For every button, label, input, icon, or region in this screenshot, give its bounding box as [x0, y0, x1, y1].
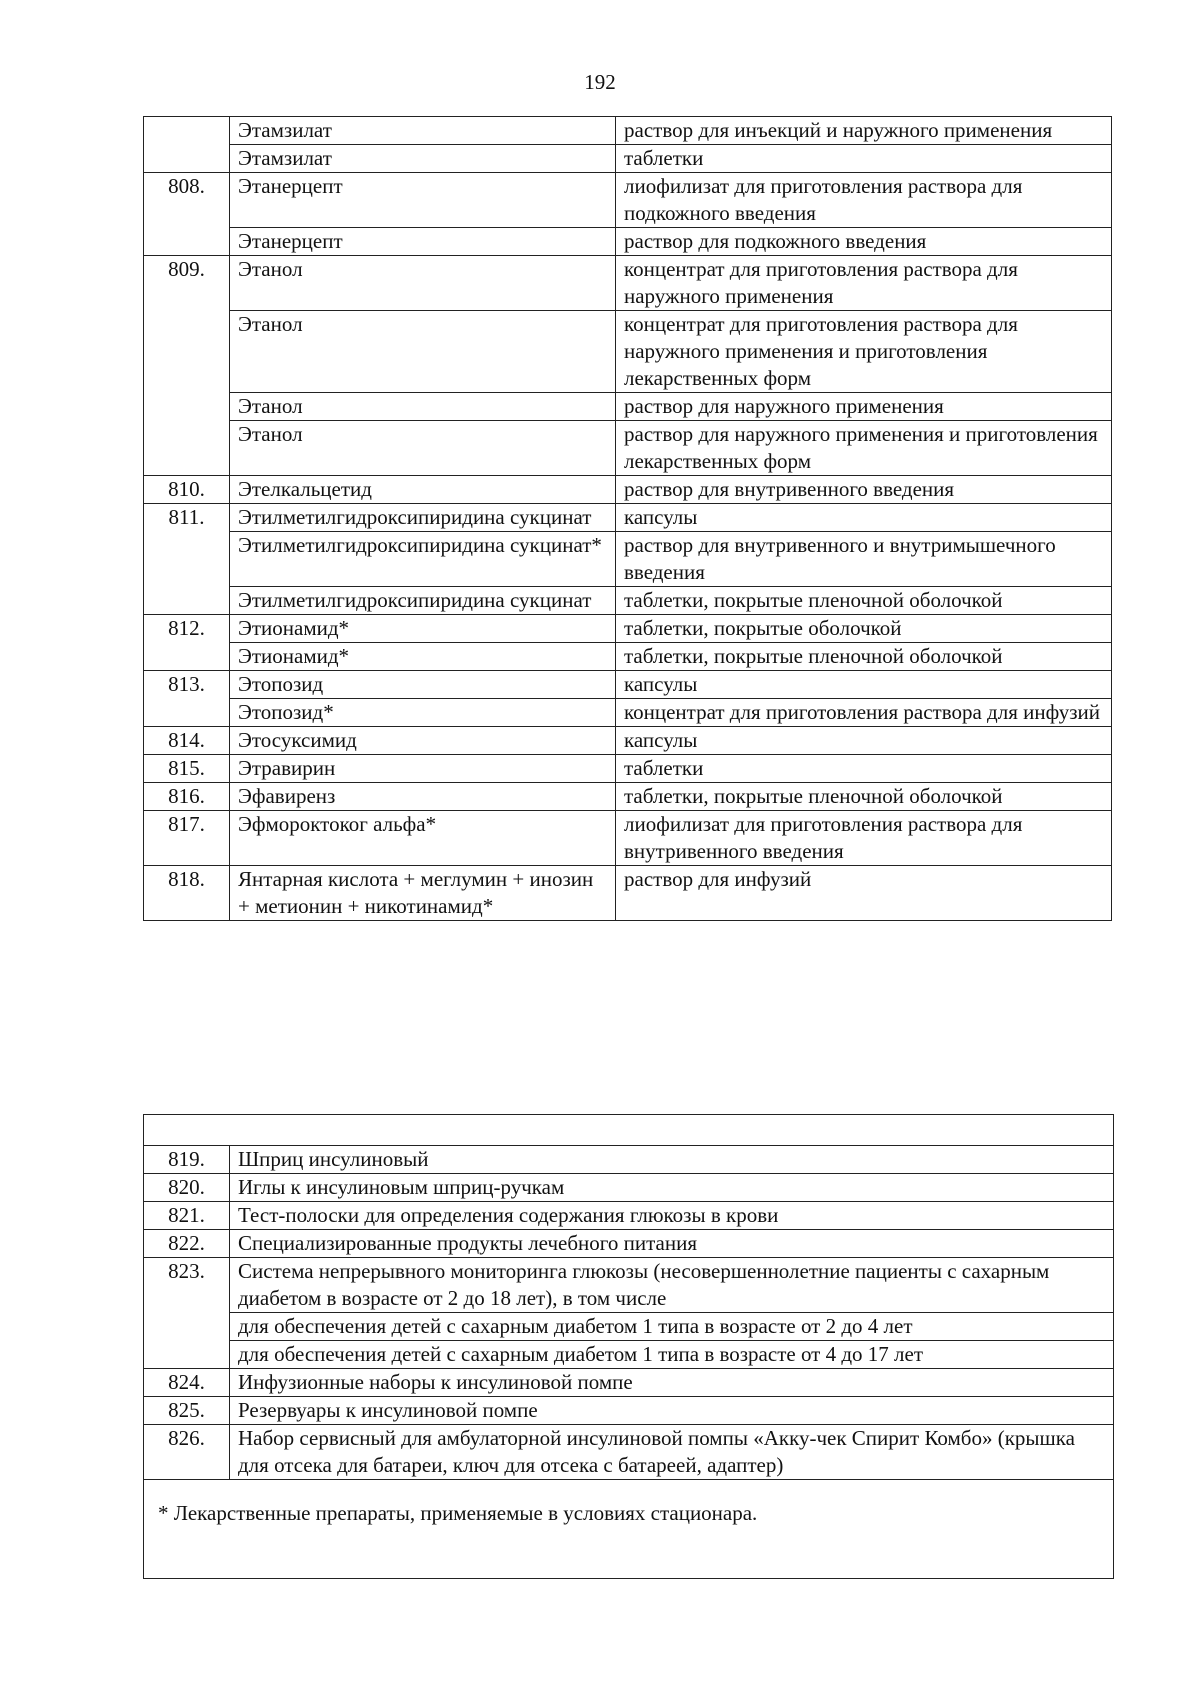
drug-row	[144, 173, 1112, 228]
device-row	[144, 1397, 1114, 1425]
device-row	[144, 1425, 1114, 1480]
footnote: * Лекарственные препараты, применяемые в условиях стационара.	[144, 1480, 1114, 1579]
dosage-form: концентрат для приготовления раствора для наружного применения и приготовления лекарственных форм	[616, 311, 1112, 393]
drug-row-number: 818.	[144, 866, 230, 921]
device-row-number: 820.	[144, 1174, 230, 1202]
drug-name: Эфавиренз	[230, 783, 616, 811]
device-row-number: 819.	[144, 1146, 230, 1174]
blank-separator-cell	[144, 1115, 1114, 1146]
drug-name: Этопозид	[230, 671, 616, 699]
dosage-form: раствор для инъекций и наружного применения	[616, 117, 1112, 145]
device-row-number: 822.	[144, 1230, 230, 1258]
dosage-form: раствор для инфузий	[616, 866, 1112, 921]
device-row	[144, 1230, 1114, 1258]
drug-row	[144, 783, 1112, 811]
drug-name: Этамзилат	[230, 145, 616, 173]
drug-name: Этанерцепт	[230, 228, 616, 256]
drug-row-number: 811.	[144, 504, 230, 615]
drug-row-number	[144, 117, 230, 173]
dosage-form: капсулы	[616, 727, 1112, 755]
blank-separator-row	[144, 1115, 1114, 1146]
dosage-form: концентрат для приготовления раствора для наружного применения	[616, 256, 1112, 311]
device-name: Тест-полоски для определения содержания глюкозы в крови	[230, 1202, 1114, 1230]
device-row	[144, 1146, 1114, 1174]
drug-row	[144, 504, 1112, 532]
drug-name: Этилметилгидроксипиридина сукцинат	[230, 587, 616, 615]
dosage-form: капсулы	[616, 671, 1112, 699]
drug-name: Этилметилгидроксипиридина сукцинат	[230, 504, 616, 532]
drug-row-number: 813.	[144, 671, 230, 727]
footnote-row	[144, 1480, 1114, 1579]
drug-name: Эфмороктоког альфа*	[230, 811, 616, 866]
drug-row	[144, 615, 1112, 643]
drug-name: Этопозид*	[230, 699, 616, 727]
device-name: для обеспечения детей с сахарным диабетом 1 типа в возрасте от 4 до 17 лет	[230, 1341, 1114, 1369]
drug-name: Янтарная кислота + меглумин + инозин + метионин + никотинамид*	[230, 866, 616, 921]
dosage-form: раствор для подкожного введения	[616, 228, 1112, 256]
device-name: Специализированные продукты лечебного питания	[230, 1230, 1114, 1258]
drug-row	[144, 727, 1112, 755]
drug-name: Этанол	[230, 256, 616, 311]
drug-table	[143, 116, 1112, 921]
device-table-body	[144, 1115, 1114, 1579]
page-number: 192	[584, 70, 616, 94]
dosage-form: таблетки, покрытые пленочной оболочкой	[616, 783, 1112, 811]
drug-row-number: 808.	[144, 173, 230, 256]
dosage-form: капсулы	[616, 504, 1112, 532]
drug-name: Этамзилат	[230, 117, 616, 145]
dosage-form: таблетки, покрытые пленочной оболочкой	[616, 587, 1112, 615]
dosage-form: концентрат для приготовления раствора для инфузий	[616, 699, 1112, 727]
drug-name: Этосуксимид	[230, 727, 616, 755]
device-name: Резервуары к инсулиновой помпе	[230, 1397, 1114, 1425]
drug-row	[144, 228, 1112, 256]
drug-row	[144, 145, 1112, 173]
drug-name: Этанол	[230, 393, 616, 421]
drug-name: Этионамид*	[230, 643, 616, 671]
dosage-form: таблетки	[616, 145, 1112, 173]
device-name: Инфузионные наборы к инсулиновой помпе	[230, 1369, 1114, 1397]
device-name: Система непрерывного мониторинга глюкозы (несовершеннолетние пациенты с сахарным диабетом в возрасте от 2 до 18 лет), в том числе	[230, 1258, 1114, 1313]
drug-name: Этилметилгидроксипиридина сукцинат*	[230, 532, 616, 587]
drug-row	[144, 117, 1112, 145]
drug-row	[144, 476, 1112, 504]
drug-row	[144, 311, 1112, 393]
drug-row-number: 816.	[144, 783, 230, 811]
drug-name: Этелкальцетид	[230, 476, 616, 504]
drug-row	[144, 699, 1112, 727]
device-row-number: 824.	[144, 1369, 230, 1397]
drug-row	[144, 671, 1112, 699]
dosage-form: лиофилизат для приготовления раствора для подкожного введения	[616, 173, 1112, 228]
drug-row	[144, 532, 1112, 587]
drug-row	[144, 256, 1112, 311]
drug-row	[144, 393, 1112, 421]
device-name: Иглы к инсулиновым шприц-ручкам	[230, 1174, 1114, 1202]
dosage-form: лиофилизат для приготовления раствора для внутривенного введения	[616, 811, 1112, 866]
drug-row-number: 815.	[144, 755, 230, 783]
device-row-number: 825.	[144, 1397, 230, 1425]
drug-row	[144, 811, 1112, 866]
device-row	[144, 1341, 1114, 1369]
drug-row	[144, 421, 1112, 476]
drug-name: Этанол	[230, 311, 616, 393]
drug-row-number: 814.	[144, 727, 230, 755]
drug-table-body	[144, 117, 1112, 921]
drug-row-number: 810.	[144, 476, 230, 504]
device-row	[144, 1174, 1114, 1202]
device-row	[144, 1202, 1114, 1230]
dosage-form: раствор для внутривенного введения	[616, 476, 1112, 504]
drug-name: Этанол	[230, 421, 616, 476]
dosage-form: раствор для внутривенного и внутримышечного введения	[616, 532, 1112, 587]
device-row-number: 823.	[144, 1258, 230, 1369]
dosage-form: раствор для наружного применения	[616, 393, 1112, 421]
drug-row-number: 812.	[144, 615, 230, 671]
drug-name: Этанерцепт	[230, 173, 616, 228]
drug-name: Этравирин	[230, 755, 616, 783]
drug-row-number: 817.	[144, 811, 230, 866]
drug-row	[144, 643, 1112, 671]
drug-row-number: 809.	[144, 256, 230, 476]
drug-row	[144, 866, 1112, 921]
dosage-form: таблетки, покрытые пленочной оболочкой	[616, 643, 1112, 671]
device-row	[144, 1369, 1114, 1397]
device-row	[144, 1313, 1114, 1341]
dosage-form: раствор для наружного применения и приготовления лекарственных форм	[616, 421, 1112, 476]
device-name: для обеспечения детей с сахарным диабетом 1 типа в возрасте от 2 до 4 лет	[230, 1313, 1114, 1341]
dosage-form: таблетки	[616, 755, 1112, 783]
drug-name: Этионамид*	[230, 615, 616, 643]
device-name: Набор сервисный для амбулаторной инсулиновой помпы «Акку-чек Спирит Комбо» (крышка для отсека для батареи, ключ для отсека с батареей, адаптер)	[230, 1425, 1114, 1480]
device-row-number: 821.	[144, 1202, 230, 1230]
dosage-form: таблетки, покрытые оболочкой	[616, 615, 1112, 643]
drug-row	[144, 755, 1112, 783]
device-table	[143, 1114, 1114, 1579]
device-name: Шприц инсулиновый	[230, 1146, 1114, 1174]
device-row-number: 826.	[144, 1425, 230, 1480]
drug-row	[144, 587, 1112, 615]
device-row	[144, 1258, 1114, 1313]
